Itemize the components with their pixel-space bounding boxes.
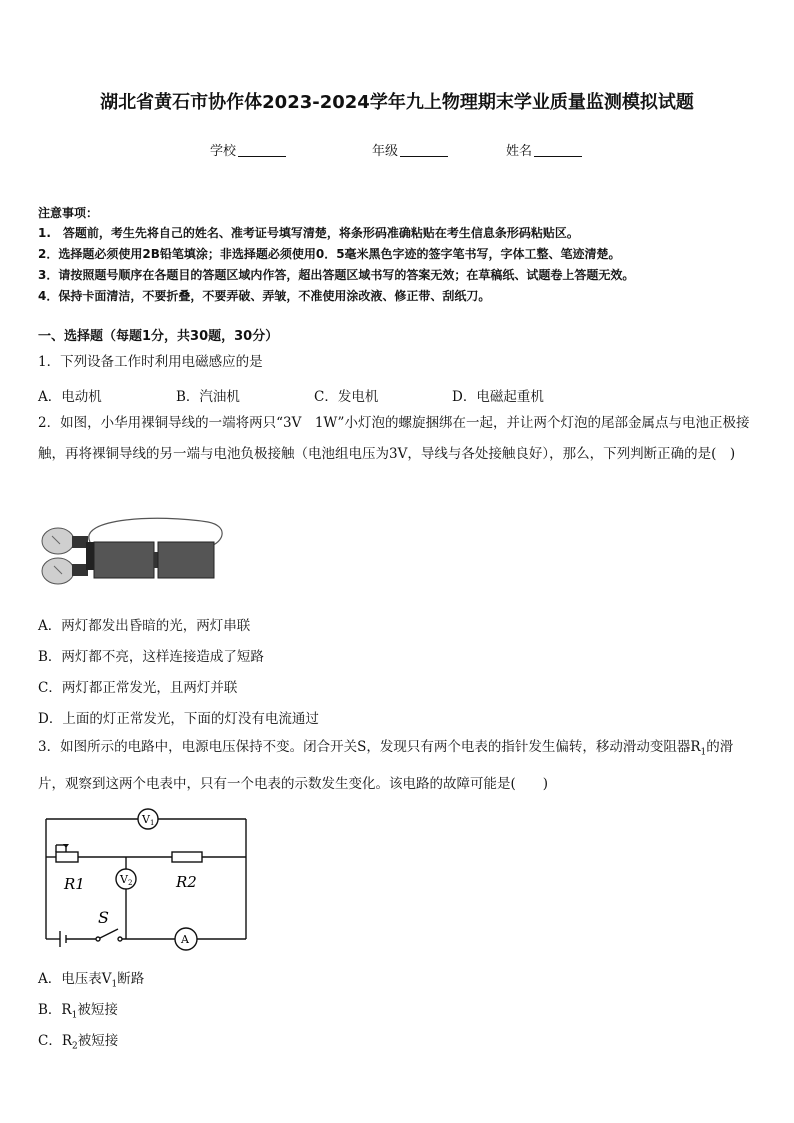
voltmeter-v2-label: V2 xyxy=(120,873,133,887)
school-field: 学校 xyxy=(210,140,286,159)
r2-label: R2 xyxy=(176,873,197,891)
notice-item: 2．选择题必须使用2B铅笔填涂；非选择题必须使用0．5毫米黑色字迹的签字笔书写，字体工整、笔迹清楚。 xyxy=(38,247,621,261)
notice-heading: 注意事项： xyxy=(38,206,99,220)
notice-item: 1. 答题前，考生先将自己的姓名、准考证号填写清楚，将条形码准确粘贴在考生信息条形码粘贴区。 xyxy=(38,226,579,240)
q3-option-c: C．$R_2$被短接 xyxy=(38,1033,119,1052)
q1-option-a: A．电动机 xyxy=(38,389,102,405)
section-heading: 一、选择题（每题1分，共30题，30分） xyxy=(38,329,279,344)
ammeter-label: A xyxy=(181,933,189,946)
q2-option-d: D．上面的灯正常发光，下面的灯没有电流通过 xyxy=(38,711,319,727)
q2-option-b: B．两灯都不亮，这样连接造成了短路 xyxy=(38,649,264,665)
q3-option-a: A．电压表$V_1$断路 xyxy=(38,971,145,990)
circuit-diagram xyxy=(38,805,253,955)
notice-item: 3．请按照题号顺序在各题目的答题区域内作答，超出答题区域书写的答案无效；在草稿纸、试题卷上答题无效。 xyxy=(38,268,635,282)
r1-label: R1 xyxy=(64,875,85,893)
q1-option-b: B．汽油机 xyxy=(176,389,240,405)
question-2-stem: 2．如图，小华用裸铜导线的一端将两只“3V 1W”小灯泡的螺旋捆绑在一起，并让两个灯泡的尾部金属点与电池正极接触，再将裸铜导线的另一端与电池负极接触（电池组电压为3V，导线与各处接触良好），那么，下列判断正确的是( ) xyxy=(38,415,750,462)
q3-option-b: B．$R_1$被短接 xyxy=(38,1002,118,1021)
voltmeter-v1-label: V1 xyxy=(142,813,155,827)
q2-option-a: A．两灯都发出昏暗的光，两灯串联 xyxy=(38,618,251,634)
question-3-stem: 3．如图所示的电路中，电源电压保持不变。闭合开关S，发现只有两个电表的指针发生偏转，移动滑动变阻器$R_1$的滑片，观察到这两个电表中，只有一个电表的示数发生变化。该电路的故障可能是( ) xyxy=(38,739,734,792)
notice-item: 4．保持卡面清洁，不要折叠，不要弄破、弄皱，不准使用涂改液、修正带、刮纸刀。 xyxy=(38,289,491,303)
q2-option-c: C．两灯都正常发光，且两灯并联 xyxy=(38,680,238,696)
name-field: 姓名 xyxy=(506,140,582,159)
bulbs-battery-figure xyxy=(38,512,228,588)
q1-option-c: C．发电机 xyxy=(314,389,379,405)
grade-field: 年级 xyxy=(372,140,448,159)
page-title: 湖北省黄石市协作体2023-2024学年九上物理期末学业质量监测模拟试题 xyxy=(100,92,694,113)
q1-option-d: D．电磁起重机 xyxy=(452,389,544,405)
question-1-stem: 1．下列设备工作时利用电磁感应的是 xyxy=(38,354,263,370)
switch-label: S xyxy=(98,908,109,927)
